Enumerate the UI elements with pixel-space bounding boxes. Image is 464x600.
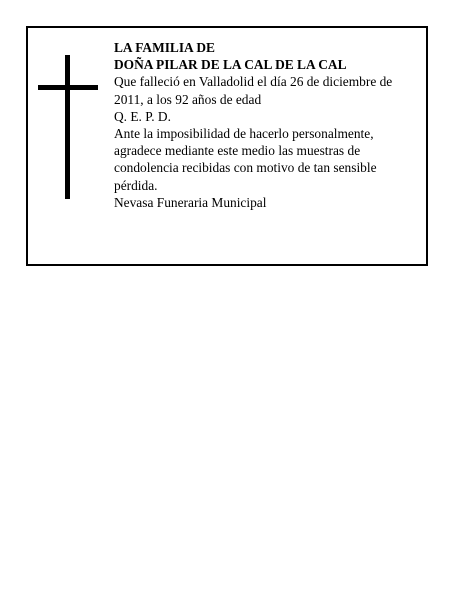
notice-death-info: Que falleció en Valladolid el día 26 de diciembre de 2011, a los 92 años de edad — [114, 74, 393, 107]
notice-text-block — [114, 39, 414, 211]
latin-cross-icon — [38, 55, 98, 199]
cross-vertical-bar — [65, 55, 70, 199]
cross-horizontal-bar — [38, 85, 98, 90]
notice-message: Ante la imposibilidad de hacerlo personalmente, agradece mediante este medio las muestras de condolencia recibidas con motivo de tan sensible pérdida. — [114, 126, 377, 193]
notice-funeral-home: Nevasa Funeraria Municipal — [114, 194, 267, 210]
notice-heading-deceased-name: DOÑA PILAR DE LA CAL DE LA CAL — [114, 57, 347, 73]
notice-rip: Q. E. P. D. — [114, 108, 171, 124]
notice-heading-family: LA FAMILIA DE — [114, 40, 215, 55]
obituary-notice-card — [26, 26, 428, 266]
